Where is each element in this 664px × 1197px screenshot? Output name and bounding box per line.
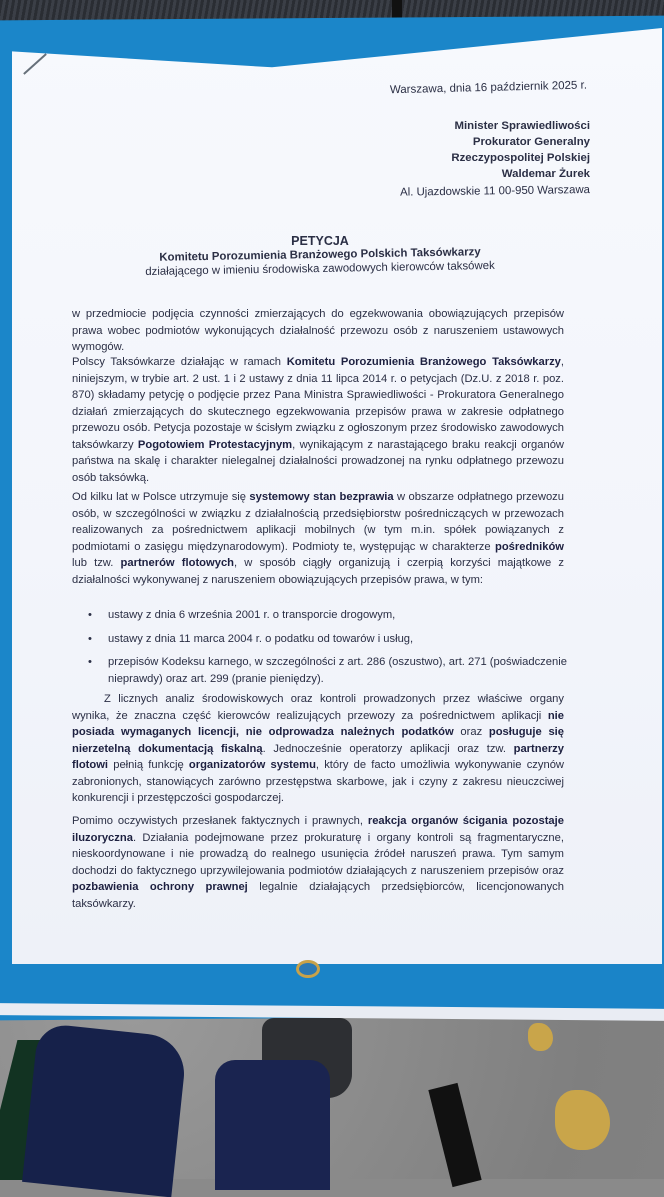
paragraph-lawlessness bbox=[72, 489, 564, 588]
document-subtitle: Komitetu Porozumienia Branżowego Polskich Taksówkarzy bbox=[159, 246, 481, 264]
text-run: Od kilku lat w Polsce utrzymuje się bbox=[72, 491, 250, 503]
bold-text: pozbawienia ochrony prawnej bbox=[72, 881, 248, 893]
fallen-leaf bbox=[528, 1023, 553, 1051]
date-line: Warszawa, dnia 16 październik 2025 r. bbox=[389, 79, 588, 97]
list-item-text: ustawy z dnia 6 września 2001 r. o transporcie drogowym, bbox=[108, 609, 396, 621]
bold-text: posługuje się nierzetelną dokumentacją fiskalną bbox=[72, 726, 564, 755]
trouser-leg-right bbox=[215, 1060, 330, 1190]
text-run: pełnią funkcję bbox=[108, 759, 189, 771]
text-run: Pomimo oczywistych przesłanek faktycznych i prawnych, bbox=[72, 815, 368, 827]
paragraph-analysis bbox=[72, 691, 564, 807]
recipient-title: Minister Sprawiedliwości bbox=[454, 120, 590, 132]
bullet-icon: • bbox=[88, 656, 92, 668]
bold-text: reakcja organów ścigania pozostaje iluzoryczna bbox=[72, 815, 564, 844]
bold-text: systemowy stan bezprawia bbox=[249, 491, 394, 503]
text-run: Z licznych analiz środowiskowych oraz kontroli prowadzonych przez właściwe organy wynika, że znaczna część kierowców realizujących przewozy za pośrednictwem aplikacji bbox=[72, 693, 564, 722]
list-item bbox=[88, 607, 568, 624]
text-run: lub tzw. bbox=[72, 557, 121, 569]
text-run: Polscy Taksówkarze działając w ramach bbox=[72, 356, 287, 368]
recipient-address: Al. Ujazdowskie 11 00-950 Warszawa bbox=[399, 183, 591, 199]
text-run: w obszarze odpłatnego przewozu osób, w szczególności w związku z działalnością przedsiębiorstw pośredniczących w przewozach realizowanych za pośrednictwem aplikacji mobilnych (w tym m.in. spółek powiązanych z podmiotami o zasięgu międzynarodowym). Podmioty te, występując w charakterze bbox=[72, 491, 564, 553]
bold-text: partnerów flotowych bbox=[120, 557, 234, 569]
text-run: , wynikającym z narastającego braku reakcji organów państwa na skalę i charakter nielegalnej działalności prowadzonej na rynku odpłatnego przewozu osób taksówką. bbox=[72, 438, 564, 484]
recipient-role: Prokurator Generalny bbox=[472, 136, 590, 148]
bold-text: Komitetu Porozumienia Branżowego Taksówkarzy bbox=[286, 356, 561, 368]
list-item-text: przepisów Kodeksu karnego, w szczególności z art. 286 (oszustwo), art. 271 (poświadczenie nieprawdy) oraz art. 299 (pranie pieniędzy). bbox=[108, 656, 567, 685]
text-run: , który de facto umożliwia wykonywanie czynów zabronionych, stanowiących zarówno przestępstwa skarbowe, jak i czyny z zakresu nieuczciwej konkurencji i przestępczości gospodarczej. bbox=[72, 759, 564, 804]
bold-text: Pogotowiem Protestacyjnym bbox=[137, 438, 293, 451]
list-item bbox=[88, 654, 568, 687]
list-item bbox=[88, 631, 568, 648]
text-run: , w sposób ciągły organizują i czerpią korzyści majątkowe z działalności wykonywanej z naruszeniem obowiązujących przepisów prawa, w tym: bbox=[72, 557, 564, 586]
document-title: PETYCJA bbox=[291, 234, 349, 248]
text-run: legalnie działających przedsiębiorców, licencjonowanych taksówkarzy. bbox=[72, 881, 564, 910]
list-item-text: ustawy z dnia 11 marca 2004 r. o podatku od towarów i usług, bbox=[108, 632, 414, 645]
text-run: , niniejszym, w trybie art. 2 ust. 1 i 2 ustawy z dnia 11 lipca 2014 r. o petycjach (Dz.U. z 2018 r. poz. 870) składamy petycję o podjęcie przez Pana Ministra Sprawiedliwości - Prokuratora Generalnego działań zmierzających do skutecznego egzekwowania przepisów prawa w zakresie odpłatnego przewozu osób. Petycja pozostaje w ścisłym związku z ogłoszonym przez środowisko zawodowych taksówkarzy bbox=[72, 356, 564, 451]
recipient-name: Waldemar Żurek bbox=[501, 168, 590, 180]
text-run: . Jednocześnie operatorzy aplikacji oraz tzw. bbox=[262, 742, 514, 755]
paragraph-conclusion bbox=[72, 813, 564, 912]
text-run: oraz bbox=[453, 726, 489, 738]
bold-text: nie posiada wymaganych licencji, nie odprowadza należnych podatków bbox=[72, 709, 564, 738]
trouser-leg-left bbox=[22, 1023, 188, 1197]
recipient-country: Rzeczypospolitej Polskiej bbox=[451, 152, 590, 164]
document-subtitle-2: działającego w imieniu środowiska zawodowych kierowców taksówek bbox=[145, 259, 495, 279]
bullet-icon: • bbox=[88, 609, 92, 621]
violated-laws-list bbox=[88, 607, 568, 694]
paragraph-subject: w przedmiocie podjęcia czynności zmierzających do egzekwowania obowiązujących przepisów prawa wobec podmiotów wykonujących działalność przewozu osób z naruszeniem ustawowych wymogów. bbox=[72, 308, 564, 353]
bold-text: partnerzy flotowi bbox=[72, 742, 564, 771]
text-run: . Działania podejmowane przez prokuraturę i organy kontroli są fragmentaryczne, nieskoordynowane i nie prowadzą do realnego usunięcia źródeł naruszeń prawa. Tym samym dochodzi do faktycznego uprzywilejowania podmiotów działających z naruszeniem przepisów oraz bbox=[72, 831, 564, 877]
paragraph-introduction bbox=[72, 354, 564, 486]
bullet-icon: • bbox=[88, 632, 92, 645]
bold-text: organizatorów systemu bbox=[188, 759, 316, 771]
bold-text: pośredników bbox=[495, 540, 564, 553]
